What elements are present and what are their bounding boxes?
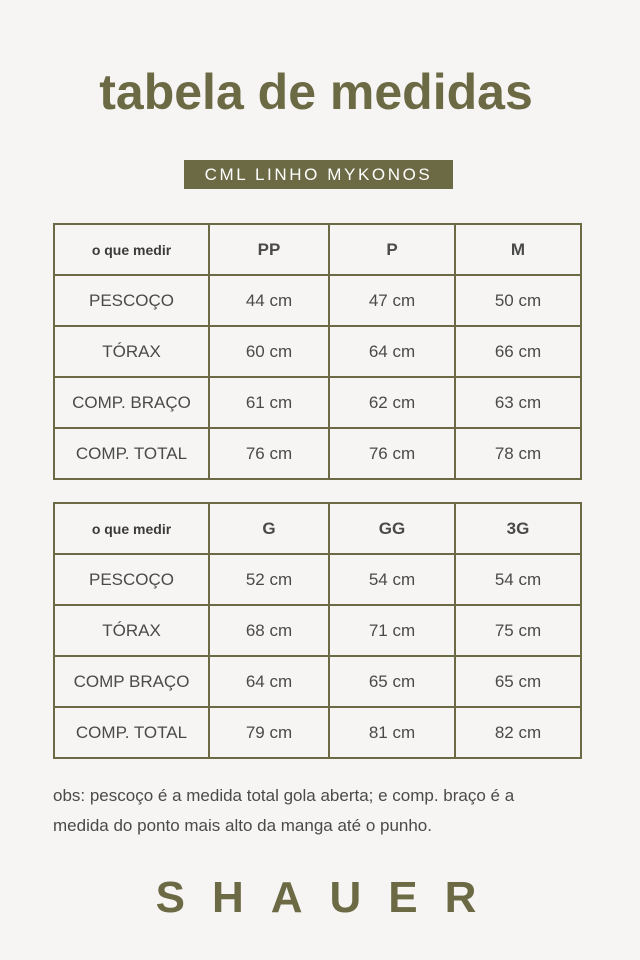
table-cell: 54 cm xyxy=(455,554,581,605)
table-cell: 61 cm xyxy=(209,377,329,428)
size-header-pp: PP xyxy=(209,224,329,275)
table-header-row xyxy=(54,503,581,554)
size-header-p: P xyxy=(329,224,455,275)
table-cell: 75 cm xyxy=(455,605,581,656)
table-cell: 64 cm xyxy=(209,656,329,707)
table-cell: 68 cm xyxy=(209,605,329,656)
row-label-total-length: COMP. TOTAL xyxy=(54,428,209,479)
size-header-3g: 3G xyxy=(455,503,581,554)
table-cell: 65 cm xyxy=(455,656,581,707)
table-row xyxy=(54,554,581,605)
table-row xyxy=(54,377,581,428)
row-label-neck: PESCOÇO xyxy=(54,554,209,605)
table-cell: 52 cm xyxy=(209,554,329,605)
size-header-g: G xyxy=(209,503,329,554)
table-row xyxy=(54,326,581,377)
size-header-m: M xyxy=(455,224,581,275)
table-cell: 76 cm xyxy=(209,428,329,479)
row-label-sleeve-length: COMP. BRAÇO xyxy=(54,377,209,428)
size-table-2 xyxy=(53,502,582,759)
table-row xyxy=(54,707,581,758)
row-label-neck: PESCOÇO xyxy=(54,275,209,326)
measurement-note-line: obs: pescoço é a medida total gola aberta; e comp. braço é a xyxy=(53,786,515,805)
table-cell: 76 cm xyxy=(329,428,455,479)
table-cell: 63 cm xyxy=(455,377,581,428)
table-header-row xyxy=(54,224,581,275)
row-label-chest: TÓRAX xyxy=(54,605,209,656)
table-cell: 71 cm xyxy=(329,605,455,656)
row-label-chest: TÓRAX xyxy=(54,326,209,377)
table-cell: 65 cm xyxy=(329,656,455,707)
table-cell: 60 cm xyxy=(209,326,329,377)
table-cell: 47 cm xyxy=(329,275,455,326)
what-to-measure-header: o que medir xyxy=(54,503,209,554)
table-cell: 54 cm xyxy=(329,554,455,605)
table-cell: 64 cm xyxy=(329,326,455,377)
table-cell: 82 cm xyxy=(455,707,581,758)
table-row xyxy=(54,656,581,707)
measurement-note xyxy=(53,781,583,841)
product-name-badge: CML LINHO MYKONOS xyxy=(184,160,453,189)
size-table-1 xyxy=(53,223,582,480)
page-title: tabela de medidas xyxy=(99,64,533,120)
table-cell: 50 cm xyxy=(455,275,581,326)
table-cell: 62 cm xyxy=(329,377,455,428)
brand-logo-text: SHAUER xyxy=(155,873,504,922)
table-cell: 66 cm xyxy=(455,326,581,377)
table-cell: 44 cm xyxy=(209,275,329,326)
size-header-gg: GG xyxy=(329,503,455,554)
table-row xyxy=(54,275,581,326)
what-to-measure-header: o que medir xyxy=(54,224,209,275)
row-label-sleeve-length: COMP BRAÇO xyxy=(54,656,209,707)
table-cell: 81 cm xyxy=(329,707,455,758)
table-row xyxy=(54,428,581,479)
table-cell: 78 cm xyxy=(455,428,581,479)
table-cell: 79 cm xyxy=(209,707,329,758)
row-label-total-length: COMP. TOTAL xyxy=(54,707,209,758)
table-row xyxy=(54,605,581,656)
measurement-note-line: medida do ponto mais alto da manga até o punho. xyxy=(53,816,432,835)
